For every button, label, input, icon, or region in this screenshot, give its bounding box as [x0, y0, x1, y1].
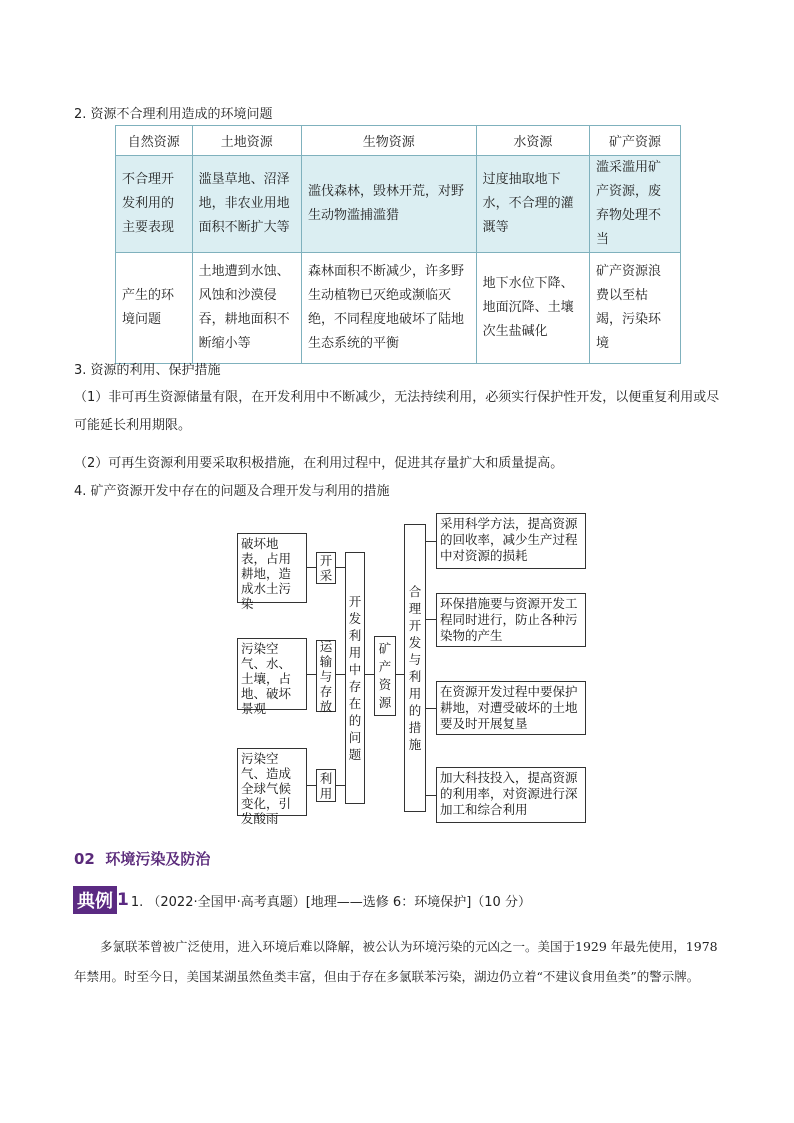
connector-line — [307, 567, 316, 568]
measure-box: 加大科技投入，提高资源的利用率，对资源进行深加工和综合利用 — [436, 767, 586, 823]
connector-line — [426, 795, 436, 796]
measures-title-label: 合理开发与利用的措施 — [408, 584, 422, 752]
table-cell: 过度抽取地下水，不合理的灌溉等 — [476, 156, 589, 253]
table-cell: 矿产资源浪费以至枯竭，污染环境 — [590, 253, 681, 364]
measure-box: 环保措施要与资源开发工程同时进行，防止各种污染物的产生 — [436, 593, 586, 647]
section-title: 环境污染及防治 — [105, 850, 211, 868]
connector-line — [336, 674, 345, 675]
measure-box: 采用科学方法，提高资源的回收率，减少生产过程中对资源的损耗 — [436, 513, 586, 569]
example-number: 1 — [117, 890, 129, 910]
table-row — [116, 253, 681, 364]
connector-line — [396, 674, 404, 675]
example-tag: 典例 — [73, 886, 117, 914]
table-header: 生物资源 — [301, 126, 476, 156]
table-cell: 不合理开发利用的主要表现 — [116, 156, 193, 253]
stage-box-use — [316, 769, 336, 802]
section-3-paragraph-1: （1）非可再生资源储量有限，在开发利用中不断减少，无法持续利用，必须实行保护性开发，以便重复利用或尽可能延长利用期限。 — [74, 390, 720, 433]
section-3-title: 3. 资源的利用、保护措施 — [74, 363, 221, 378]
example-source: 1. （2022·全国甲·高考真题）[地理——选修 6：环境保护]（10 分） — [130, 894, 531, 910]
center-label: 矿产资源 — [378, 641, 392, 710]
table-header: 土地资源 — [192, 126, 301, 156]
table-header: 矿产资源 — [590, 126, 681, 156]
connector-line — [336, 785, 345, 786]
connector-line — [365, 674, 374, 675]
stage-label: 运输与存放 — [319, 638, 333, 714]
table-cell: 滥伐森林，毁林开荒，对野生动物滥捕滥猎 — [301, 156, 476, 253]
example-header — [73, 886, 531, 914]
table-cell: 土地遭到水蚀、风蚀和沙漠侵吞，耕地面积不断缩小等 — [192, 253, 301, 364]
table-cell: 滥采滥用矿产资源，废弃物处理不当 — [590, 156, 681, 253]
section-number: 02 — [74, 850, 95, 868]
connector-line — [307, 785, 316, 786]
measures-title-box — [404, 524, 426, 812]
section-2-title: 2. 资源不合理利用造成的环境问题 — [74, 107, 273, 122]
table-header: 水资源 — [476, 126, 589, 156]
connector-line — [426, 619, 436, 620]
impact-box-transport: 污染空气、水、土壤，占地、破坏景观 — [237, 638, 307, 710]
impact-box-mining: 破坏地表，占用耕地，造成水土污染 — [237, 533, 307, 603]
problems-label: 开发利用中存在的问题 — [348, 594, 362, 762]
connector-line — [307, 674, 316, 675]
section-02-heading — [74, 848, 210, 869]
center-box-mineral-resources — [374, 636, 396, 716]
example-passage: 多氯联苯曾被广泛使用，进入环境后难以降解，被公认为环境污染的元凶之一。美国于1929 年最先使用，1978 年禁用。时至今日，美国某湖虽然鱼类丰富，但由于存在多氯联苯污染，湖边仍立着“不建议食用鱼类”的警示牌。 — [74, 939, 718, 984]
problems-box — [345, 552, 365, 804]
table-cell: 滥垦草地、沼泽地，非农业用地面积不断扩大等 — [192, 156, 301, 253]
table-header: 自然资源 — [116, 126, 193, 156]
table-cell: 森林面积不断减少，许多野生动植物已灭绝或濒临灭绝，不同程度地破坏了陆地生态系统的平衡 — [301, 253, 476, 364]
stage-box-mining — [316, 552, 336, 584]
table-cell: 地下水位下降、地面沉降、土壤次生盐碱化 — [476, 253, 589, 364]
table-cell: 产生的环境问题 — [116, 253, 193, 364]
stage-box-transport — [316, 640, 336, 712]
section-4-title: 4. 矿产资源开发中存在的问题及合理开发与利用的措施 — [74, 484, 390, 499]
measure-box: 在资源开发过程中要保护耕地，对遭受破坏的土地要及时开展复垦 — [436, 681, 586, 735]
table-row — [116, 156, 681, 253]
stage-label: 利用 — [319, 770, 333, 801]
resource-table — [115, 125, 681, 364]
connector-line — [426, 541, 436, 542]
impact-box-use: 污染空气、造成全球气候变化，引发酸雨 — [237, 748, 307, 816]
connector-line — [426, 708, 436, 709]
stage-label: 开采 — [319, 553, 333, 583]
section-3-paragraph-2: （2）可再生资源利用要采取积极措施，在利用过程中，促进其存量扩大和质量提高。 — [74, 456, 564, 471]
connector-line — [336, 567, 345, 568]
table-header-row — [116, 126, 681, 156]
